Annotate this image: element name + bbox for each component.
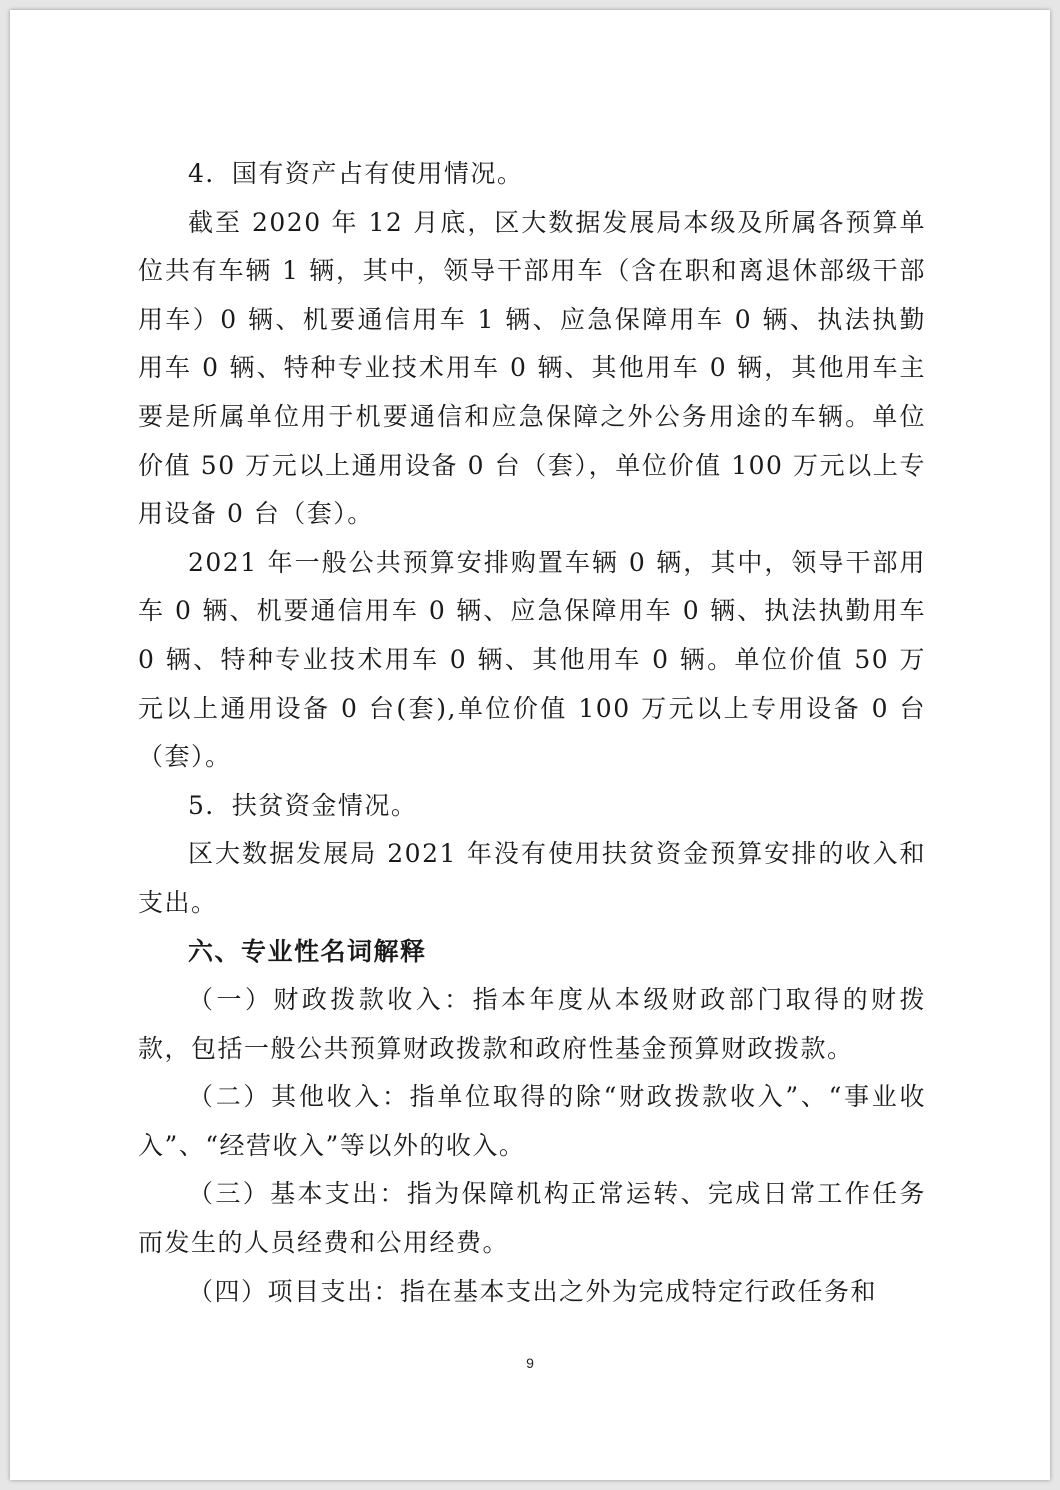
poverty-fund-paragraph: 区大数据发展局 2021 年没有使用扶贫资金预算安排的收入和支出。 [138, 839, 926, 917]
document-page [10, 10, 1050, 1480]
section-item-5-heading: 5．扶贫资金情况。 [188, 790, 418, 820]
term-definition-2: （二）其他收入：指单位取得的除“财政拨款收入”、“事业收入”、“经营收入”等以外的收入。 [138, 1082, 926, 1160]
term-definition-4: （四）项目支出：指在基本支出之外为完成特定行政任务和 [188, 1276, 878, 1306]
vehicle-status-paragraph: 截至 2020 年 12 月底，区大数据发展局本级及所属各预算单位共有车辆 1 辆，其中，领导干部用车（含在职和离退休部级干部用车）0 辆、机要通信用车 1 辆、应急保障用车 0 辆、执法执勤用车 0 辆、特种专业技术用车 0 辆、其他用车 0 辆，其他用车主要是所属单位用于机要通信和应急保障之外公务用途的车辆。单位价值 50 万元以上通用设备 0 台（套），单位价值 100 万元以上专用设备 0 台（套）。 [138, 207, 926, 529]
vehicle-purchase-paragraph: 2021 年一般公共预算安排购置车辆 0 辆，其中，领导干部用车 0 辆、机要通信用车 0 辆、应急保障用车 0 辆、执法执勤用车 0 辆、特种专业技术用车 0 辆、其他用车 0 辆。单位价值 50 万元以上通用设备 0 台(套),单位价值 100 万元以上专用设备 0 台（套）。 [138, 547, 926, 772]
term-definition-1: （一）财政拨款收入：指本年度从本级财政部门取得的财拨款，包括一般公共预算财政拨款和政府性基金预算财政拨款。 [138, 985, 926, 1063]
document-body [138, 150, 926, 1316]
section-item-4-heading: 4．国有资产占有使用情况。 [188, 159, 524, 188]
term-definition-3: （三）基本支出：指为保障机构正常运转、完成日常工作任务而发生的人员经费和公用经费。 [138, 1179, 926, 1258]
page-number: 9 [526, 1355, 534, 1371]
section-6-heading: 六、专业性名词解释 [188, 936, 427, 966]
